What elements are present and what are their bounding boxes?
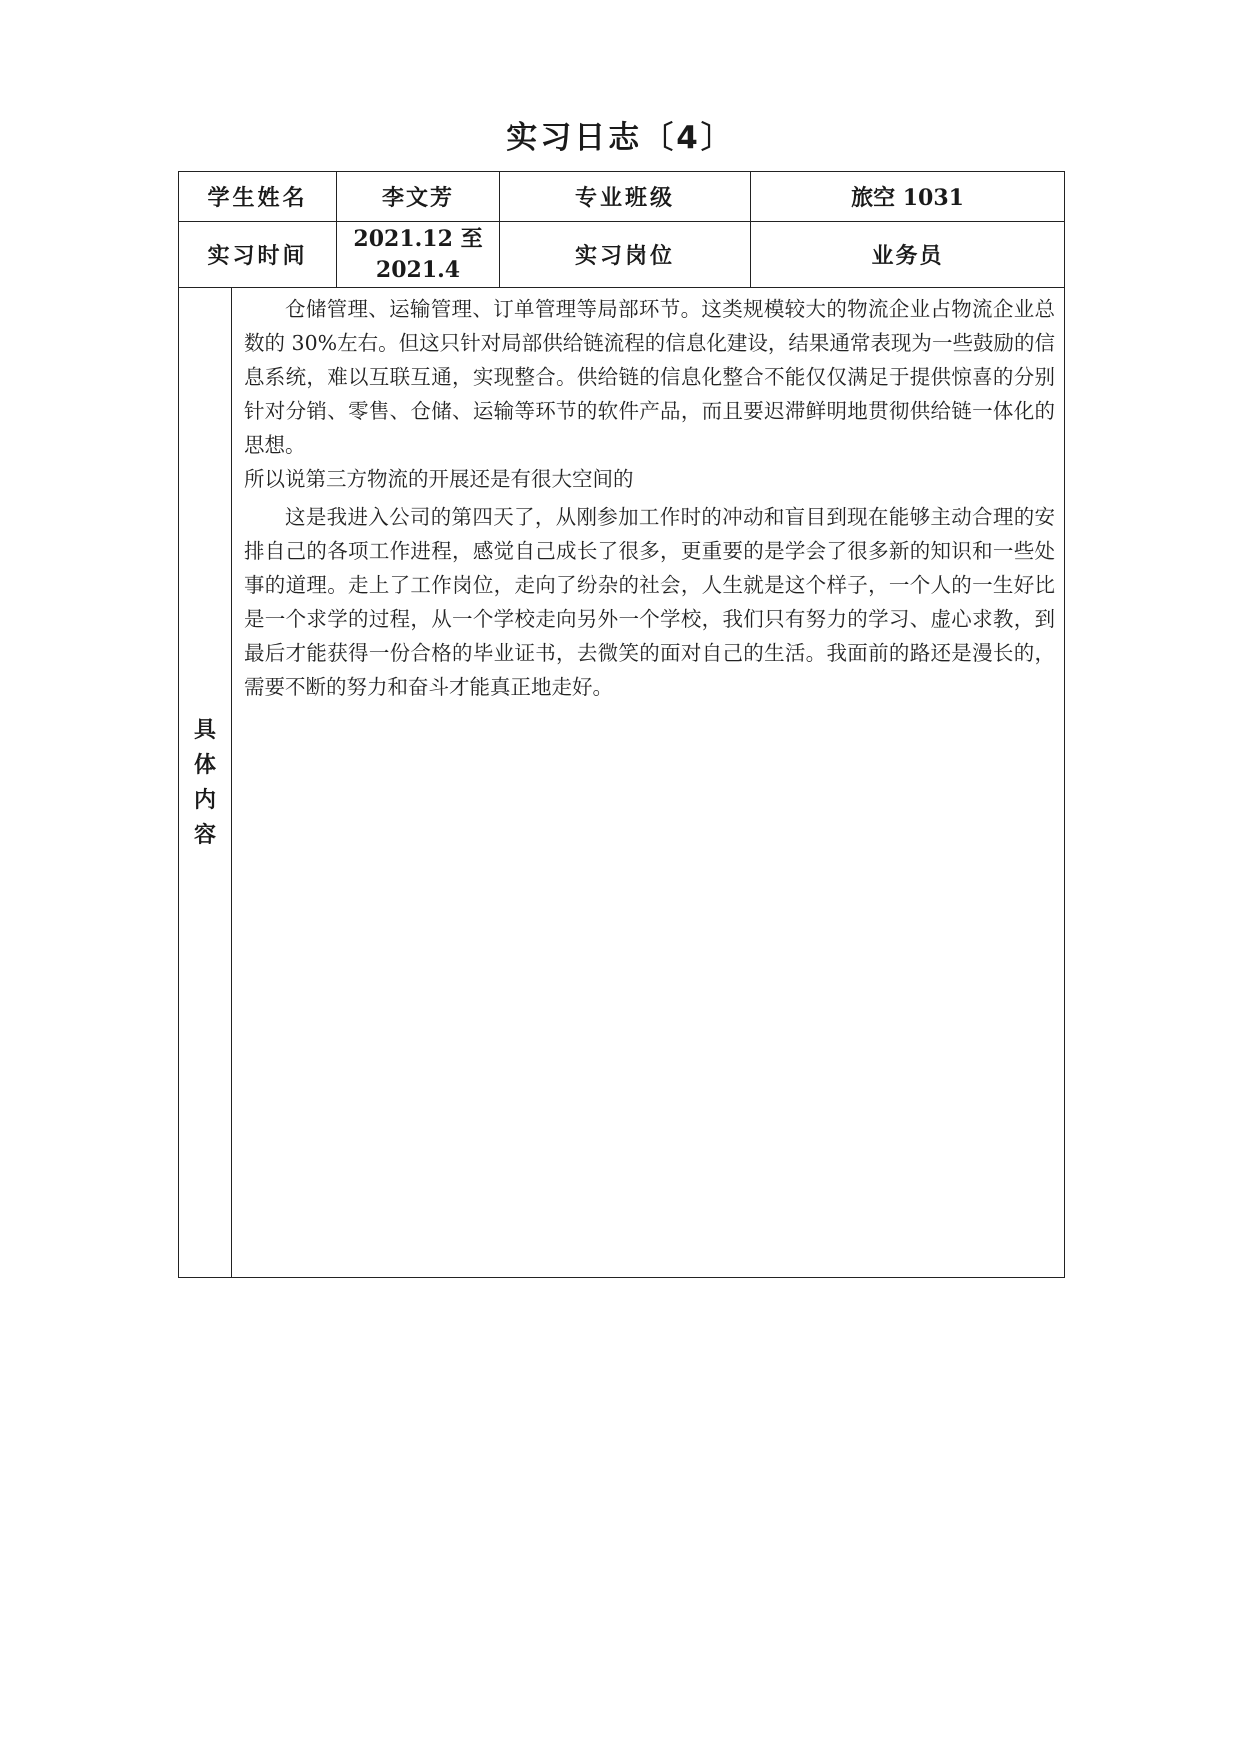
- content-label: [179, 288, 232, 1278]
- page-title: 实习日志〔4〕: [506, 120, 735, 156]
- student-name-value: 李文芳: [337, 172, 500, 222]
- major-class-label: 专业班级: [500, 172, 751, 222]
- period-label: 实习时间: [179, 222, 337, 288]
- position-label: 实习岗位: [500, 222, 751, 288]
- position-value: 业务员: [751, 222, 1065, 288]
- content-label-char: 内: [193, 787, 216, 813]
- content-paragraph: 所以说第三方物流的开展还是有很大空间的: [244, 467, 634, 491]
- content-row: [179, 288, 1065, 1278]
- content-paragraph: 仓储管理、运输管理、订单管理等局部环节。这类规模较大的物流企业占物流企业总数的 30%左右。但这只针对局部供给链流程的信息化建设，结果通常表现为一些鼓励的信息系统，难以互联互通，实现整合。供给链的信息化整合不能仅仅满足于提供惊喜的分别针对分销、零售、仓储、运输等环节的软件产品，而且要迟滞鲜明地贯彻供给链一体化的思想。: [244, 297, 1056, 457]
- major-class-value: 旅空 1031: [751, 172, 1065, 222]
- period-start: 2021.12 至: [353, 225, 483, 252]
- content-label-char: 容: [193, 822, 216, 848]
- content-cell: [232, 288, 1065, 1278]
- period-end: 2021.4: [375, 256, 461, 283]
- info-row-2: [179, 222, 1065, 288]
- internship-log-table: [178, 171, 1065, 1278]
- student-name-label: 学生姓名: [179, 172, 337, 222]
- content-label-char: 体: [193, 752, 216, 778]
- content-label-char: 具: [193, 717, 216, 743]
- log-content: [232, 288, 1064, 704]
- content-paragraph: 这是我进入公司的第四天了，从刚参加工作时的冲动和盲目到现在能够主动合理的安排自己的各项工作进程，感觉自己成长了很多，更重要的是学会了很多新的知识和一些处事的道理。走上了工作岗位，走向了纷杂的社会，人生就是这个样子，一个人的一生好比是一个求学的过程，从一个学校走向另外一个学校，我们只有努力的学习、虚心求教，到最后才能获得一份合格的毕业证书，去微笑的面对自己的生活。我面前的路还是漫长的，需要不断的努力和奋斗才能真正地走好。: [244, 505, 1056, 699]
- period-value: [337, 222, 500, 288]
- info-row-1: [179, 172, 1065, 222]
